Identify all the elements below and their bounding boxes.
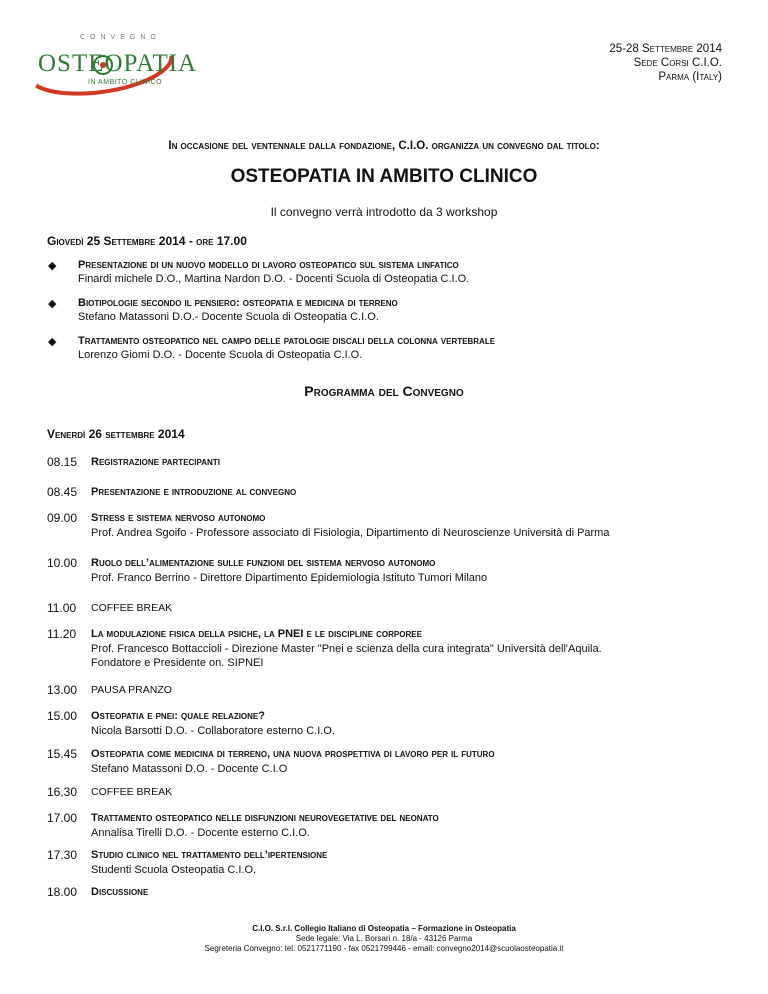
schedule-time: 17.30: [47, 848, 78, 862]
schedule-time: 18.00: [47, 885, 78, 899]
logo-main-text: OSTEOPATIA: [38, 50, 198, 77]
schedule-title: COFFEE BREAK: [91, 602, 173, 614]
program-date: Venerdì 26 settembre 2014: [47, 427, 185, 441]
schedule-time: 11.20: [47, 627, 77, 641]
workshop-speaker: Finardi michele D.O., Martina Nardon D.O. - Docenti Scuola di Osteopatia C.I.O.: [78, 273, 470, 285]
schedule-row: [47, 511, 747, 556]
logo-sub-text: IN AMBITO CLINICO: [88, 79, 163, 86]
diamond-bullet-icon: ◆: [48, 260, 57, 272]
schedule-time: 08.15: [47, 455, 78, 469]
schedule-title: PAUSA PRANZO: [91, 684, 172, 696]
event-dates: 25-28 Settembre 2014: [609, 43, 722, 55]
schedule-row: [47, 627, 747, 683]
workshop-speaker: Stefano Matassoni D.O.- Docente Scuola di Osteopatia C.I.O.: [78, 311, 379, 323]
schedule-list: [47, 455, 747, 905]
diamond-bullet-icon: ◆: [48, 298, 57, 310]
workshop-intro: Il convegno verrà introdotto da 3 workshop: [270, 205, 498, 219]
workshop-speaker: Lorenzo Giomi D.O. - Docente Scuola di Osteopatia C.I.O.: [78, 349, 363, 361]
schedule-time: 16.30: [47, 785, 78, 799]
schedule-title: Presentazione e introduzione al convegno: [91, 486, 297, 498]
workshop-date: Giovedì 25 Settembre 2014 - ore 17.00: [47, 234, 247, 248]
schedule-time: 17.00: [47, 811, 78, 825]
logo: [18, 30, 198, 100]
schedule-time: 15.00: [47, 709, 78, 723]
schedule-row: [47, 455, 747, 485]
footer-contacts: Segreteria Convegno: tel. 0521771190 - fax 0521799446 - email: convegno2014@scuolaosteopatia.it: [204, 944, 564, 953]
schedule-title: Osteopatia come medicina di terreno, una nuova prospettiva di lavoro per il futuro: [91, 748, 495, 760]
schedule-title: La modulazione fisica della psiche, la PNEI e le discipline corporee: [91, 628, 422, 640]
schedule-title: Discussione: [91, 886, 149, 898]
schedule-title: Registrazione partecipanti: [91, 456, 220, 468]
schedule-row: [47, 556, 747, 601]
schedule-title: Trattamento osteopatico nelle disfunzioni neurovegetative del neonato: [91, 812, 439, 824]
schedule-row: [47, 485, 747, 511]
workshop-title: Biotipologie secondo il pensiero: osteopatia e medicina di terreno: [78, 297, 398, 309]
schedule-time: 08.45: [47, 485, 78, 499]
schedule-title: Osteopatia e pnei: quale relazione?: [91, 710, 265, 722]
schedule-row: [47, 811, 747, 848]
diamond-bullet-icon: ◆: [48, 336, 57, 348]
schedule-title: Studio clinico nel trattamento dell’ipertensione: [91, 849, 328, 861]
schedule-row: [47, 848, 747, 885]
footer-address: Sede legale: Via L. Borsari n. 18/a - 43126 Parma: [295, 934, 473, 943]
schedule-speaker: Annalisa Tirelli D.O. - Docente esterno C.I.O.: [91, 827, 310, 839]
schedule-title: COFFEE BREAK: [91, 786, 173, 798]
event-info: [609, 42, 722, 84]
schedule-speaker: Prof. Francesco Bottaccioli - Direzione Master "Pnei e scienza della cura integrata" Università dell'Aquila.: [91, 643, 602, 655]
schedule-title: Ruolo dell’alimentazione sulle funzioni del sistema nervoso autonomo: [91, 557, 436, 569]
event-city: Parma (Italy): [658, 71, 722, 83]
schedule-title: Stress e sistema nervoso autonomo: [91, 512, 266, 524]
event-venue: Sede Corsi C.I.O.: [633, 57, 722, 69]
schedule-row: [47, 747, 747, 785]
footer: [0, 924, 768, 954]
schedule-row: [47, 709, 747, 747]
workshop-title: Trattamento osteopatico nel campo delle patologie discali della colonna vertebrale: [78, 335, 496, 347]
schedule-row: [47, 785, 747, 811]
schedule-row: [47, 885, 747, 905]
list-item: [47, 335, 737, 373]
schedule-time: 13.00: [47, 683, 78, 697]
workshop-list: [47, 259, 737, 373]
schedule-speaker: Stefano Matassoni D.O. - Docente C.I.O: [91, 763, 288, 775]
schedule-row: [47, 601, 747, 627]
schedule-speaker: Prof. Andrea Sgoifo - Professore associato di Fisiologia, Dipartimento di Neuroscienze Università di Parma: [91, 527, 610, 539]
schedule-time: 10.00: [47, 556, 78, 570]
page-title: OSTEOPATIA IN AMBITO CLINICO: [230, 166, 538, 187]
schedule-time: 15.45: [47, 747, 78, 761]
schedule-time: 09.00: [47, 511, 78, 525]
workshop-title: Presentazione di un nuovo modello di lavoro osteopatico sul sistema linfatico: [78, 259, 459, 271]
footer-company: C.I.O. S.r.l. Collegio Italiano di Osteopatia – Formazione in Osteopatia: [252, 924, 516, 933]
program-title: Programma del Convegno: [304, 383, 464, 399]
schedule-speaker: Nicola Barsotti D.O. - Collaboratore esterno C.I.O.: [91, 725, 335, 737]
list-item: [47, 297, 737, 335]
list-item: [47, 259, 737, 297]
schedule-time: 11.00: [47, 601, 77, 615]
schedule-speaker: Fondatore e Presidente on. SIPNEI: [91, 657, 264, 669]
schedule-row: [47, 683, 747, 709]
schedule-speaker: Prof. Franco Berrino - Direttore Dipartimento Epidemiologia Istituto Tumori Milano: [91, 572, 488, 584]
intro-text: In occasione del ventennale dalla fondazione, C.I.O. organizza un convegno dal titolo:: [168, 140, 600, 152]
schedule-speaker: Studenti Scuola Osteopatia C.I.O.: [91, 864, 257, 876]
logo-top-text: CONVEGNO: [80, 34, 161, 41]
